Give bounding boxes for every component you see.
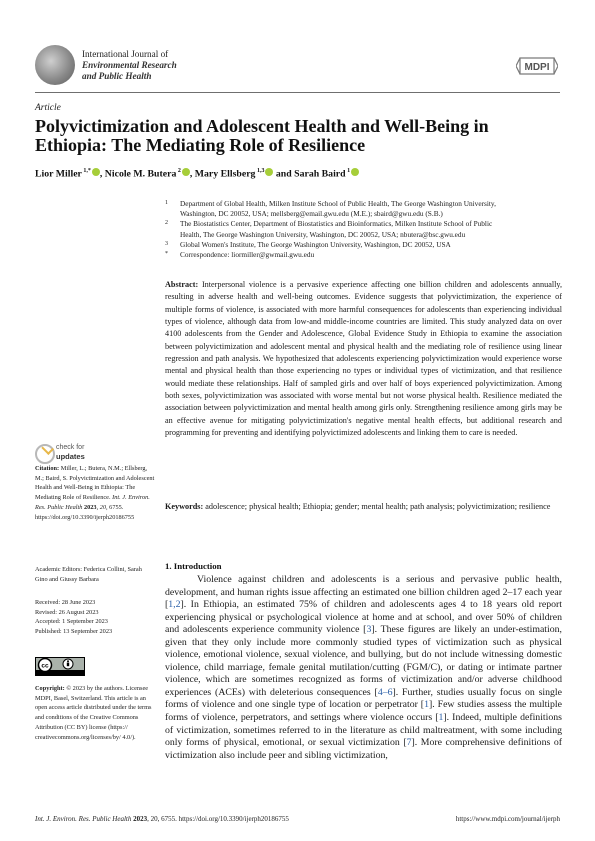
author-name[interactable]: Sarah Baird xyxy=(294,168,346,180)
affiliation-item xyxy=(165,219,565,239)
date-line: Accepted: 1 September 2023 xyxy=(35,618,108,626)
reference-link[interactable]: 1 xyxy=(424,699,429,711)
body-text: ]. Few studies assess the multiple forms of violence, perpetrators, and settings where violence occurs [ xyxy=(165,699,562,724)
author-affiliation-mark: 1,3 xyxy=(255,168,265,174)
author-affiliation-mark: 1 xyxy=(345,168,351,174)
svg-text:cc: cc xyxy=(41,662,49,670)
footer-doi: , 20, 6755. https://doi.org/10.3390/ijerph20186755 xyxy=(147,815,289,823)
affiliation-mark: * xyxy=(165,251,168,258)
reference-link[interactable]: 7 xyxy=(406,737,412,749)
affiliation-text: Health, The George Washington University, Washington, DC 20052, USA; nbutera@bsc.gwu.edu xyxy=(180,229,466,239)
keywords xyxy=(165,501,562,513)
check-icon xyxy=(35,444,55,464)
abstract xyxy=(165,279,562,439)
body-text: ]. More comprehensive definitions of victimization also include peer and sibling victimization, xyxy=(165,737,562,761)
body-text: ]. Indeed, multiple definitions of victimization, sometimes referred to in the literature as child maltreatment, with some including only forms of physical, emotional, or sexual victimization [ xyxy=(165,712,562,749)
keywords-label: Keywords: xyxy=(165,502,204,511)
footer-journal-link[interactable]: https://www.mdpi.com/journal/ijerph xyxy=(455,815,560,823)
affiliation-mark: 2 xyxy=(165,220,168,227)
publisher-name: MDPI xyxy=(524,62,550,73)
footer-citation xyxy=(35,815,289,823)
journal-name xyxy=(82,49,177,82)
author-affiliation-mark: 2 xyxy=(176,168,181,174)
mdpi-logo xyxy=(516,55,558,77)
introduction-paragraph xyxy=(165,574,562,762)
abstract-label: Abstract: xyxy=(165,280,199,289)
footer-year: 2023 xyxy=(133,815,148,823)
body-text: ]. These figures are likely an under-estimation, given that they only include more commonly studied types of victimization such as physical violence, emotional violence, sexual violence, and bullying, but do not include witnessing domestic violence, child marriage, female genital mutilation/cutting (FGM/C), or dating or intimate partner violence, which are sometimes recognized as forms of victimization and/or adverse childhood experiences (ACEs) with deleterious consequences [ xyxy=(165,624,562,698)
body-text: Violence against children and adolescents is a serious and pervasive public health, development, and human rights issue affecting an estimated one billion children aged 2–17 each year [ xyxy=(165,574,562,611)
check-for-updates-label: updates xyxy=(56,452,85,461)
article-type: Article xyxy=(35,103,61,113)
affiliation-text: The Biostatistics Center, Department of Biostatistics and Bioinformatics, Milken Institute School of Public xyxy=(180,219,493,229)
body-text: ]. In Ethiopia, an estimated 75% of children and adolescents ages 4 to 18 years old report experiencing physical or psychological violence at home and at school, and over 50% of children and adolescents experience community violence [ xyxy=(165,599,562,636)
affiliation-text: Global Women's Institute, The George Washington University, Washington, DC 20052, USA xyxy=(180,239,451,249)
orcid-icon[interactable] xyxy=(182,168,190,176)
citation-text: Miller, L.; Butera, N.M.; Ellsberg, M.; Baird, S. Polyvictimization and Adolescent Health and Well-Being in Ethiopia: The Mediating Role of Resilience. xyxy=(35,465,155,502)
date-line: Published: 13 September 2023 xyxy=(35,628,113,636)
reference-link[interactable]: 1 xyxy=(438,712,444,724)
orcid-icon[interactable] xyxy=(92,168,100,176)
citation-year: 2023 xyxy=(83,503,97,511)
affiliation-text: Department of Global Health, Milken Institute School of Public Health, The George Washington University, xyxy=(180,199,496,208)
reference-link[interactable]: 1,2 xyxy=(168,599,181,611)
publication-dates xyxy=(35,598,155,637)
article-title: Polyvictimization and Adolescent Health and Well-Being in Ethiopia: The Mediating Role of Resilience xyxy=(35,116,489,155)
affiliation-item xyxy=(165,250,565,260)
author-list xyxy=(35,168,560,179)
footer-journal: Int. J. Environ. Res. Public Health xyxy=(35,815,132,823)
header-rule xyxy=(35,92,560,93)
academic-editors: Academic Editors: Federica Collini, Sarah Gino and Giussy Barbara xyxy=(35,566,142,583)
author-separator: and xyxy=(273,168,295,180)
cc-by-license-icon[interactable] xyxy=(35,657,85,676)
orcid-icon[interactable] xyxy=(351,168,359,176)
author-name[interactable]: Nicole M. Butera xyxy=(104,168,177,180)
date-line: Received: 28 June 2023 xyxy=(35,599,96,606)
journal-logo xyxy=(35,45,75,85)
copyright-block xyxy=(35,684,155,742)
affiliation-item xyxy=(165,240,565,250)
affiliation-text: Washington, DC 20052, USA; mellsberg@email.gwu.edu (M.E.); sbaird@gwu.edu (S.B.) xyxy=(180,209,443,219)
body-text: ]. Further, studies usually focus on single forms of violence and one single type of location or perpetrator [ xyxy=(165,686,562,711)
copyright-label: Copyright: xyxy=(35,685,65,692)
citation-journal: Int. J. Environ. Res. Public Health xyxy=(35,494,150,511)
author-separator: , xyxy=(99,168,105,180)
citation-label: Citation: xyxy=(35,465,60,472)
check-for-updates-label: check for xyxy=(56,444,85,451)
abstract-text: Interpersonal violence is a pervasive experience affecting one billion children and adolescents annually, resulting in adverse health and well-being outcomes. Evidence suggests that polyvictimization, the experience of multiple forms of violence, is associated with more harmful consequences for adolescents than experiencing individual types of violence, although data from low-and middle-income countries are limited. This study analyzed data on over 4100 adolescents from the Gender and Adolescence, Global Evidence Study in Ethiopia to examine the association between polyvictimization and adolescent mental and physical health and the mediating role of resilience using linear regression and path analysis. We hypothesized that adolescents experiencing polyvictimization would experience worse mental and physical health than those experiencing no types or individual types of victimization, and that resilience would mediate these relationships. Half of sampled girls and over half of boys experienced polyvictimization. Among both sexes, polyvictimization was associated with worse mental but not worse physical health. Resilience mediated the association between polyvictimization and mental health among girls only. Strengthening resilience among girls may be an effective avenue for mitigating polyvictimization's negative mental health effects, but additional research and programming for preventing and identifying polyvictimized adolescents and linking them to care is needed. xyxy=(165,280,562,438)
copyright-text: © 2023 by the authors. Licensee MDPI, Basel, Switzerland. This article is an open access article distributed under the terms and conditions of the Creative Commons Attribution (CC BY) license (https:// creativecommons.org/licenses/by/ 4.0/). xyxy=(35,685,152,741)
keywords-text: adolescence; physical health; Ethiopia; gender; mental health; path analysis; polyvictimization; resilience xyxy=(205,502,551,511)
citation-block xyxy=(35,464,155,522)
author-name[interactable]: Lior Miller xyxy=(35,168,82,180)
affiliations xyxy=(165,199,565,260)
affiliation-mark: 1 xyxy=(165,200,168,206)
citation-doi[interactable]: 6755. https://doi.org/10.3390/ijerph20186755 xyxy=(35,503,135,521)
affiliation-mark: 3 xyxy=(165,240,168,247)
reference-link[interactable]: 4–6 xyxy=(377,686,393,698)
author-name[interactable]: Mary Ellsberg xyxy=(194,168,256,180)
affiliation-text: Correspondence: liormiller@gwmail.gwu.edu xyxy=(180,250,315,260)
journal-line: Environmental Research xyxy=(82,60,177,70)
section-heading: 1. Introduction xyxy=(165,561,222,571)
author-affiliation-mark: 1,* xyxy=(81,168,91,174)
reference-link[interactable]: 3 xyxy=(366,624,372,636)
citation-volume: , 20, xyxy=(96,503,108,511)
journal-line: International Journal of xyxy=(82,49,169,59)
author-separator: , xyxy=(189,168,195,180)
affiliation-item xyxy=(165,199,565,219)
date-line: Revised: 26 August 2023 xyxy=(35,608,99,616)
journal-line: and Public Health xyxy=(82,71,152,81)
